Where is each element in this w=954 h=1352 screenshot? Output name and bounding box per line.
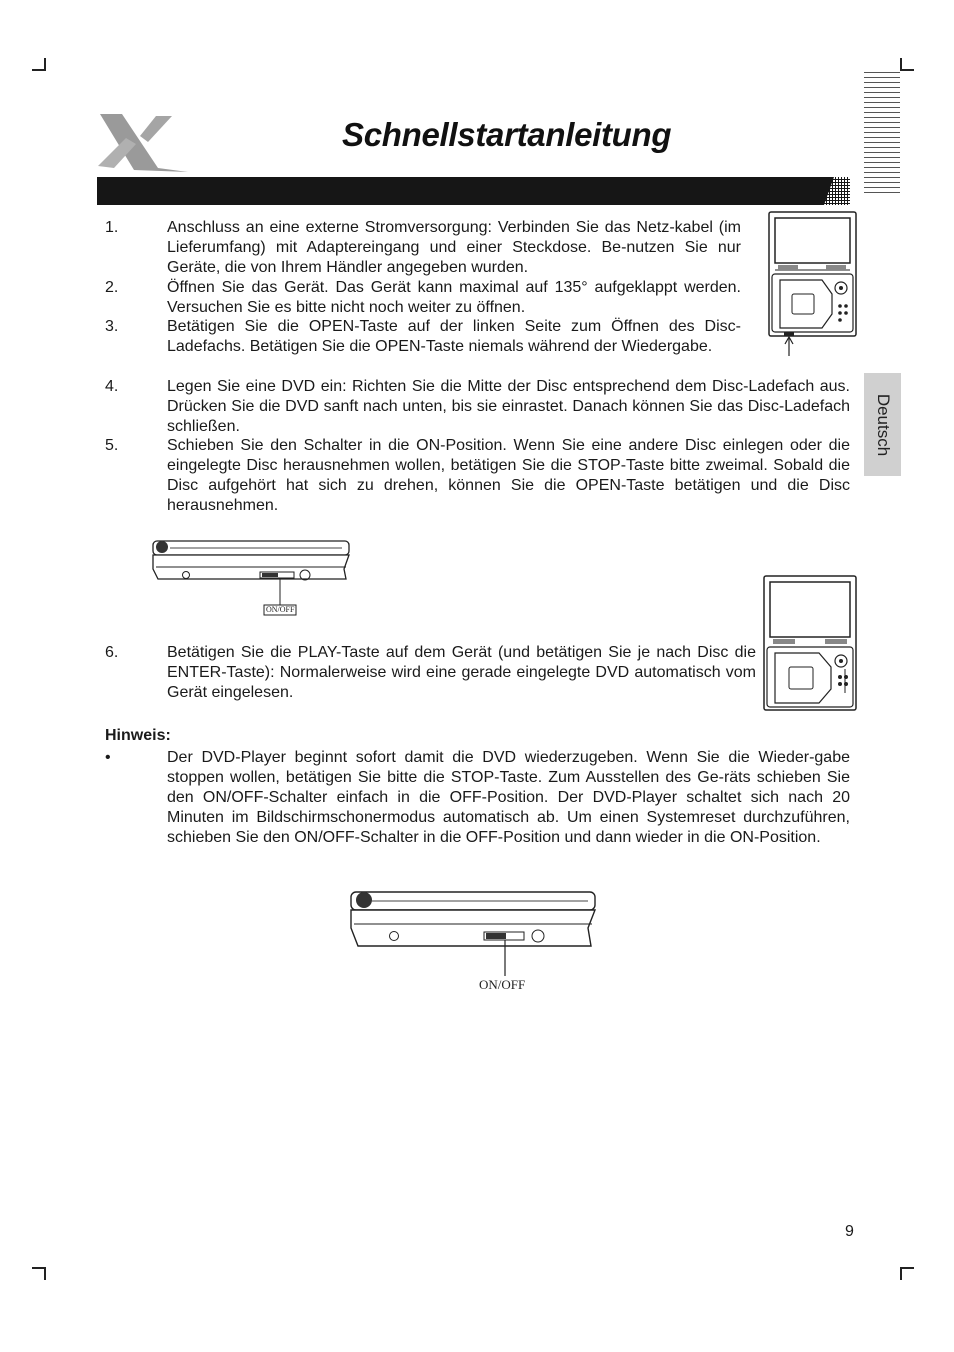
- crop-mark-bottom-left: [44, 1267, 46, 1280]
- page-number: 9: [845, 1223, 854, 1240]
- step-number: 1.: [105, 219, 119, 236]
- crop-mark-bottom-right: [900, 1267, 902, 1280]
- dvd-player-side-large-illustration: [348, 884, 598, 984]
- step-text: Anschluss an eine externe Stromversorgung: Verbinden Sie das Netz-kabel (im Lieferumfang) mit Adaptereingang und einer Steckdose. Be-nutzen Sie nur Geräte, die von Ihrem Händler angegeben wurden.: [167, 219, 741, 276]
- note-text: Der DVD-Player beginnt sofort damit die DVD wiederzugeben. Wenn Sie die Wieder-gabe stoppen wollen, betätigen Sie bitte die STOP-Taste. Zum Ausstellen des Ge-räts schieben Sie den ON/OFF-Schalter einfach in die OFF-Position. Der DVD-Player schaltet sich nach 20 Minuten im Bildschirmschonermodus automatisch ab. Um einen Systemreset durchzuführen, schieben Sie den ON/OFF-Schalter in die OFF-Position und dann wieder in die ON-Position.: [167, 749, 850, 846]
- language-label: Deutsch: [873, 393, 893, 456]
- margin-stripes: [864, 72, 900, 197]
- step-text: Betätigen Sie die OPEN-Taste auf der linken Seite zum Öffnen des Disc-Ladefachs. Betätigen Sie die OPEN-Taste niemals während der Wiedergabe.: [167, 318, 741, 355]
- language-tab: [864, 373, 901, 476]
- dvd-player-side-small-illustration: [150, 535, 356, 619]
- step-text: Legen Sie eine DVD ein: Richten Sie die Mitte der Disc entsprechend dem Disc-Ladefach aus. Drücken Sie die DVD sanft nach unten, bis sie einrastet. Danach können Sie das Disc-Ladefach schließen.: [167, 378, 850, 435]
- step-text: Betätigen Sie die PLAY-Taste auf dem Gerät (und betätigen Sie je nach Disc die ENTER-Taste): Normalerweise wird eine gerade eingelegte DVD automatisch vom Gerät eingelesen.: [167, 644, 756, 701]
- crop-mark-bottom-right: [900, 1267, 914, 1269]
- switch-label-large: ON/OFF: [479, 977, 526, 992]
- dvd-player-open-illustration-2: [761, 573, 859, 715]
- header-bar: [97, 177, 850, 205]
- step-text: Öffnen Sie das Gerät. Das Gerät kann maximal auf 135° aufgeklappt werden. Versuchen Sie es bitte nicht noch weiter zu öffnen.: [167, 279, 741, 316]
- note-heading: Hinweis:: [105, 727, 171, 744]
- step-number: 6.: [105, 644, 119, 661]
- page-title: Schnellstartanleitung: [342, 116, 672, 153]
- step-number: 4.: [105, 378, 119, 395]
- step-number: 5.: [105, 437, 119, 454]
- brand-logo: [96, 108, 196, 176]
- header-bar-dots: [818, 177, 852, 205]
- step-text: Schieben Sie den Schalter in die ON-Position. Wenn Sie eine andere Disc einlegen oder die eingelegte Disc herausnehmen wollen, betätigen Sie die STOP-Taste bitte zweimal. Sobald die Disc aufgehört hat sich zu drehen, können Sie die OPEN-Taste betätigen und die Disc herausnehmen.: [167, 437, 850, 514]
- dvd-player-open-illustration: [766, 210, 860, 360]
- note-bullet: •: [105, 749, 111, 766]
- crop-mark-top-left: [32, 69, 46, 71]
- step-number: 3.: [105, 318, 119, 335]
- crop-mark-top-right: [900, 69, 914, 71]
- step-number: 2.: [105, 279, 119, 296]
- switch-label-small: ON/OFF: [266, 605, 295, 614]
